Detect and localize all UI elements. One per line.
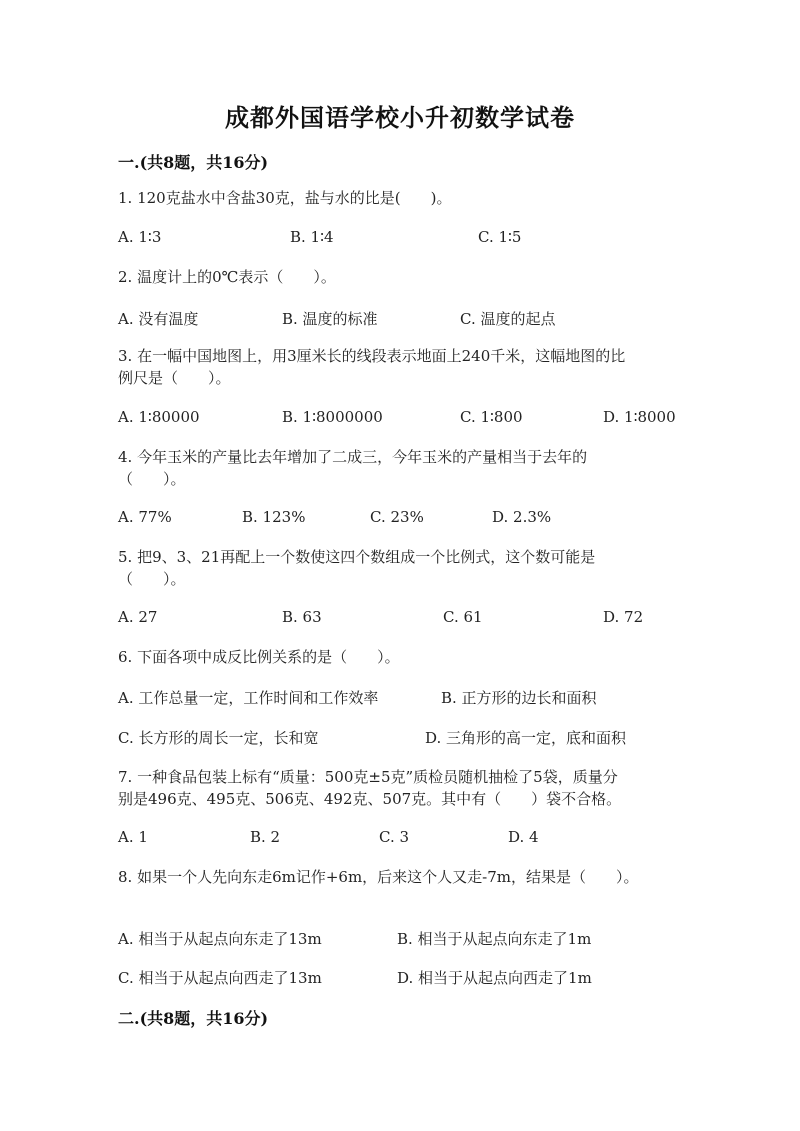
question-3-option-a: A. 1∶80000: [118, 408, 200, 426]
question-4-option-d: D. 2.3%: [492, 508, 552, 526]
question-5-option-c: C. 61: [443, 608, 483, 626]
question-4-option-b: B. 123%: [242, 508, 306, 526]
question-8-stem: 8. 如果一个人先向东走6m记作+6m，后来这个人又走-7m，结果是（ ）。: [118, 868, 639, 886]
question-4-option-a: A. 77%: [118, 508, 172, 526]
question-8-option-d: D. 相当于从起点向西走了1m: [397, 969, 592, 987]
question-4-stem-line1: 4. 今年玉米的产量比去年增加了二成三，今年玉米的产量相当于去年的: [118, 448, 588, 466]
question-7-stem-line2: 别是496克、495克、506克、492克、507克。其中有（ ）袋不合格。: [118, 790, 622, 808]
question-7-option-a: A. 1: [118, 828, 148, 846]
question-5-option-d: D. 72: [603, 608, 644, 626]
question-6-option-a: A. 工作总量一定，工作时间和工作效率: [118, 689, 379, 707]
question-6-option-c: C. 长方形的周长一定，长和宽: [118, 729, 319, 747]
question-5-stem-line2: （ ）。: [118, 570, 186, 588]
section-heading-1: 一.(共8题，共16分): [118, 153, 269, 172]
question-3-option-c: C. 1∶800: [460, 408, 523, 426]
question-5-option-b: B. 63: [282, 608, 322, 626]
question-8-option-a: A. 相当于从起点向东走了13m: [118, 930, 322, 948]
question-6-option-b: B. 正方形的边长和面积: [441, 689, 597, 707]
question-1-option-b: B. 1∶4: [290, 228, 334, 246]
question-7-option-c: C. 3: [379, 828, 410, 846]
question-6-option-d: D. 三角形的高一定，底和面积: [425, 729, 627, 747]
question-3-stem-line2: 例尺是（ ）。: [118, 369, 231, 387]
question-4-option-c: C. 23%: [370, 508, 424, 526]
question-1-stem: 1. 120克盐水中含盐30克，盐与水的比是( )。: [118, 189, 452, 207]
question-1-option-a: A. 1∶3: [118, 228, 162, 246]
question-8-option-b: B. 相当于从起点向东走了1m: [397, 930, 592, 948]
question-2-stem: 2. 温度计上的0℃表示（ ）。: [118, 268, 336, 286]
question-1-option-c: C. 1∶5: [478, 228, 522, 246]
question-7-stem-line1: 7. 一种食品包装上标有“质量：500克±5克”质检员随机抽检了5袋，质量分: [118, 768, 618, 786]
question-2-option-c: C. 温度的起点: [460, 310, 556, 328]
question-2-option-a: A. 没有温度: [118, 310, 199, 328]
page-title: 成都外国语学校小升初数学试卷: [225, 103, 575, 132]
question-3-option-b: B. 1∶8000000: [282, 408, 383, 426]
question-3-option-d: D. 1∶8000: [603, 408, 676, 426]
question-4-stem-line2: （ ）。: [118, 470, 186, 488]
question-5-option-a: A. 27: [118, 608, 158, 626]
question-5-stem-line1: 5. 把9、3、21再配上一个数使这四个数组成一个比例式，这个数可能是: [118, 548, 596, 566]
question-7-option-d: D. 4: [508, 828, 539, 846]
question-2-option-b: B. 温度的标准: [282, 310, 378, 328]
question-8-option-c: C. 相当于从起点向西走了13m: [118, 969, 322, 987]
question-7-option-b: B. 2: [250, 828, 281, 846]
section-heading-2: 二.(共8题，共16分): [118, 1009, 269, 1028]
question-3-stem-line1: 3. 在一幅中国地图上，用3厘米长的线段表示地面上240千米，这幅地图的比: [118, 347, 626, 365]
question-6-stem: 6. 下面各项中成反比例关系的是（ ）。: [118, 648, 400, 666]
